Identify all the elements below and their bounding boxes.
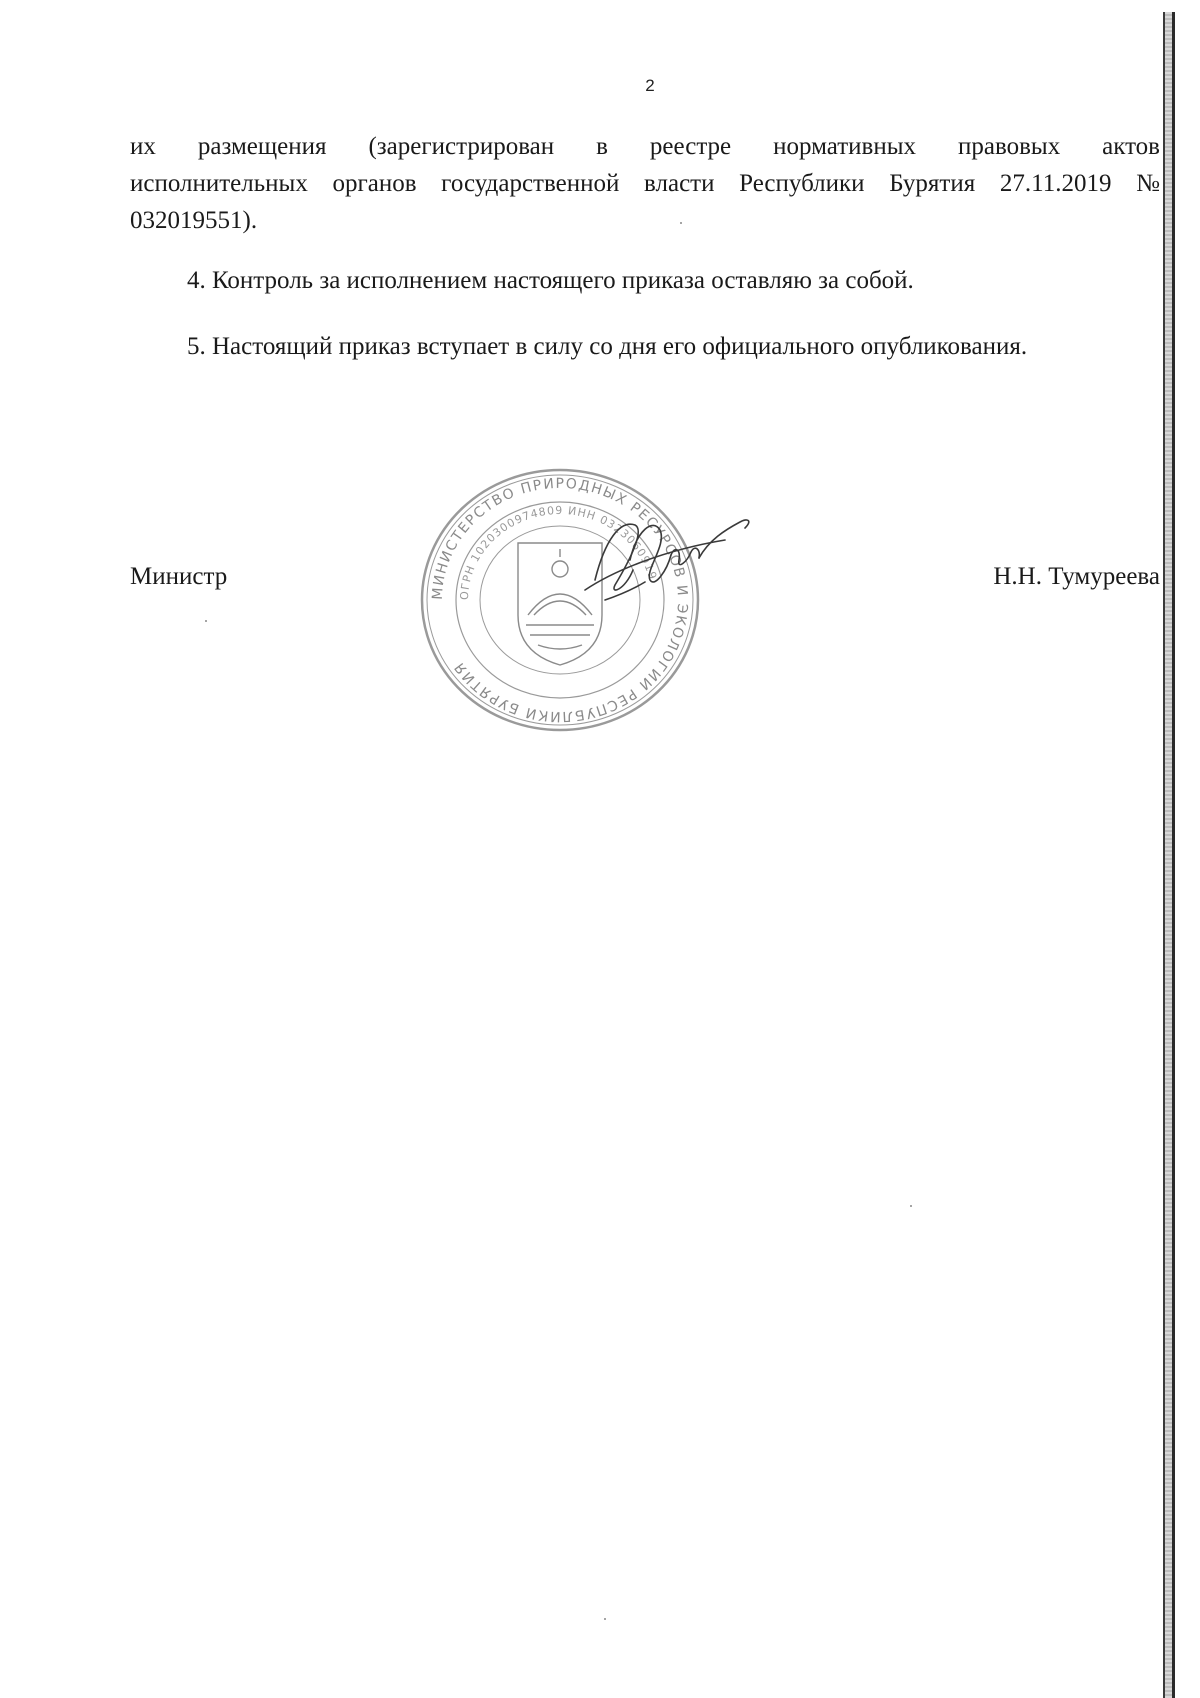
scan-speck: [604, 1618, 606, 1620]
scan-edge-artifact: [1163, 12, 1175, 1698]
paragraph-continuation: [130, 128, 1160, 239]
signatory-title: Министр: [130, 563, 228, 590]
scan-speck: [680, 222, 682, 224]
signature-block: [130, 558, 1160, 598]
text-line: их размещения (зарегистрирован в реестре нормативных правовых актов: [130, 133, 1160, 160]
text-line: 032019551).: [130, 207, 258, 234]
seal-outer-text: МИНИСТЕРСТВО ПРИРОДНЫХ РЕСУРСОВ И ЭКОЛОГИИ РЕСПУБЛИКИ БУРЯТИЯ: [429, 475, 691, 725]
paragraph-item-5: 5. Настоящий приказ вступает в силу со дня его официального опубликования.: [187, 333, 1028, 360]
scan-speck: [910, 1205, 912, 1207]
paragraph-item-4: 4. Контроль за исполнением настоящего приказа оставляю за собой.: [187, 267, 914, 294]
page-number: 2: [645, 76, 655, 95]
signatory-name: Н.Н. Тумуреева: [993, 563, 1160, 590]
scan-speck: [205, 620, 207, 622]
text-line: исполнительных органов государственной власти Республики Бурятия 27.11.2019 №: [130, 170, 1160, 197]
seal-inner-text: ОГРН 1020300974809 ИНН 0323060919: [457, 503, 660, 601]
